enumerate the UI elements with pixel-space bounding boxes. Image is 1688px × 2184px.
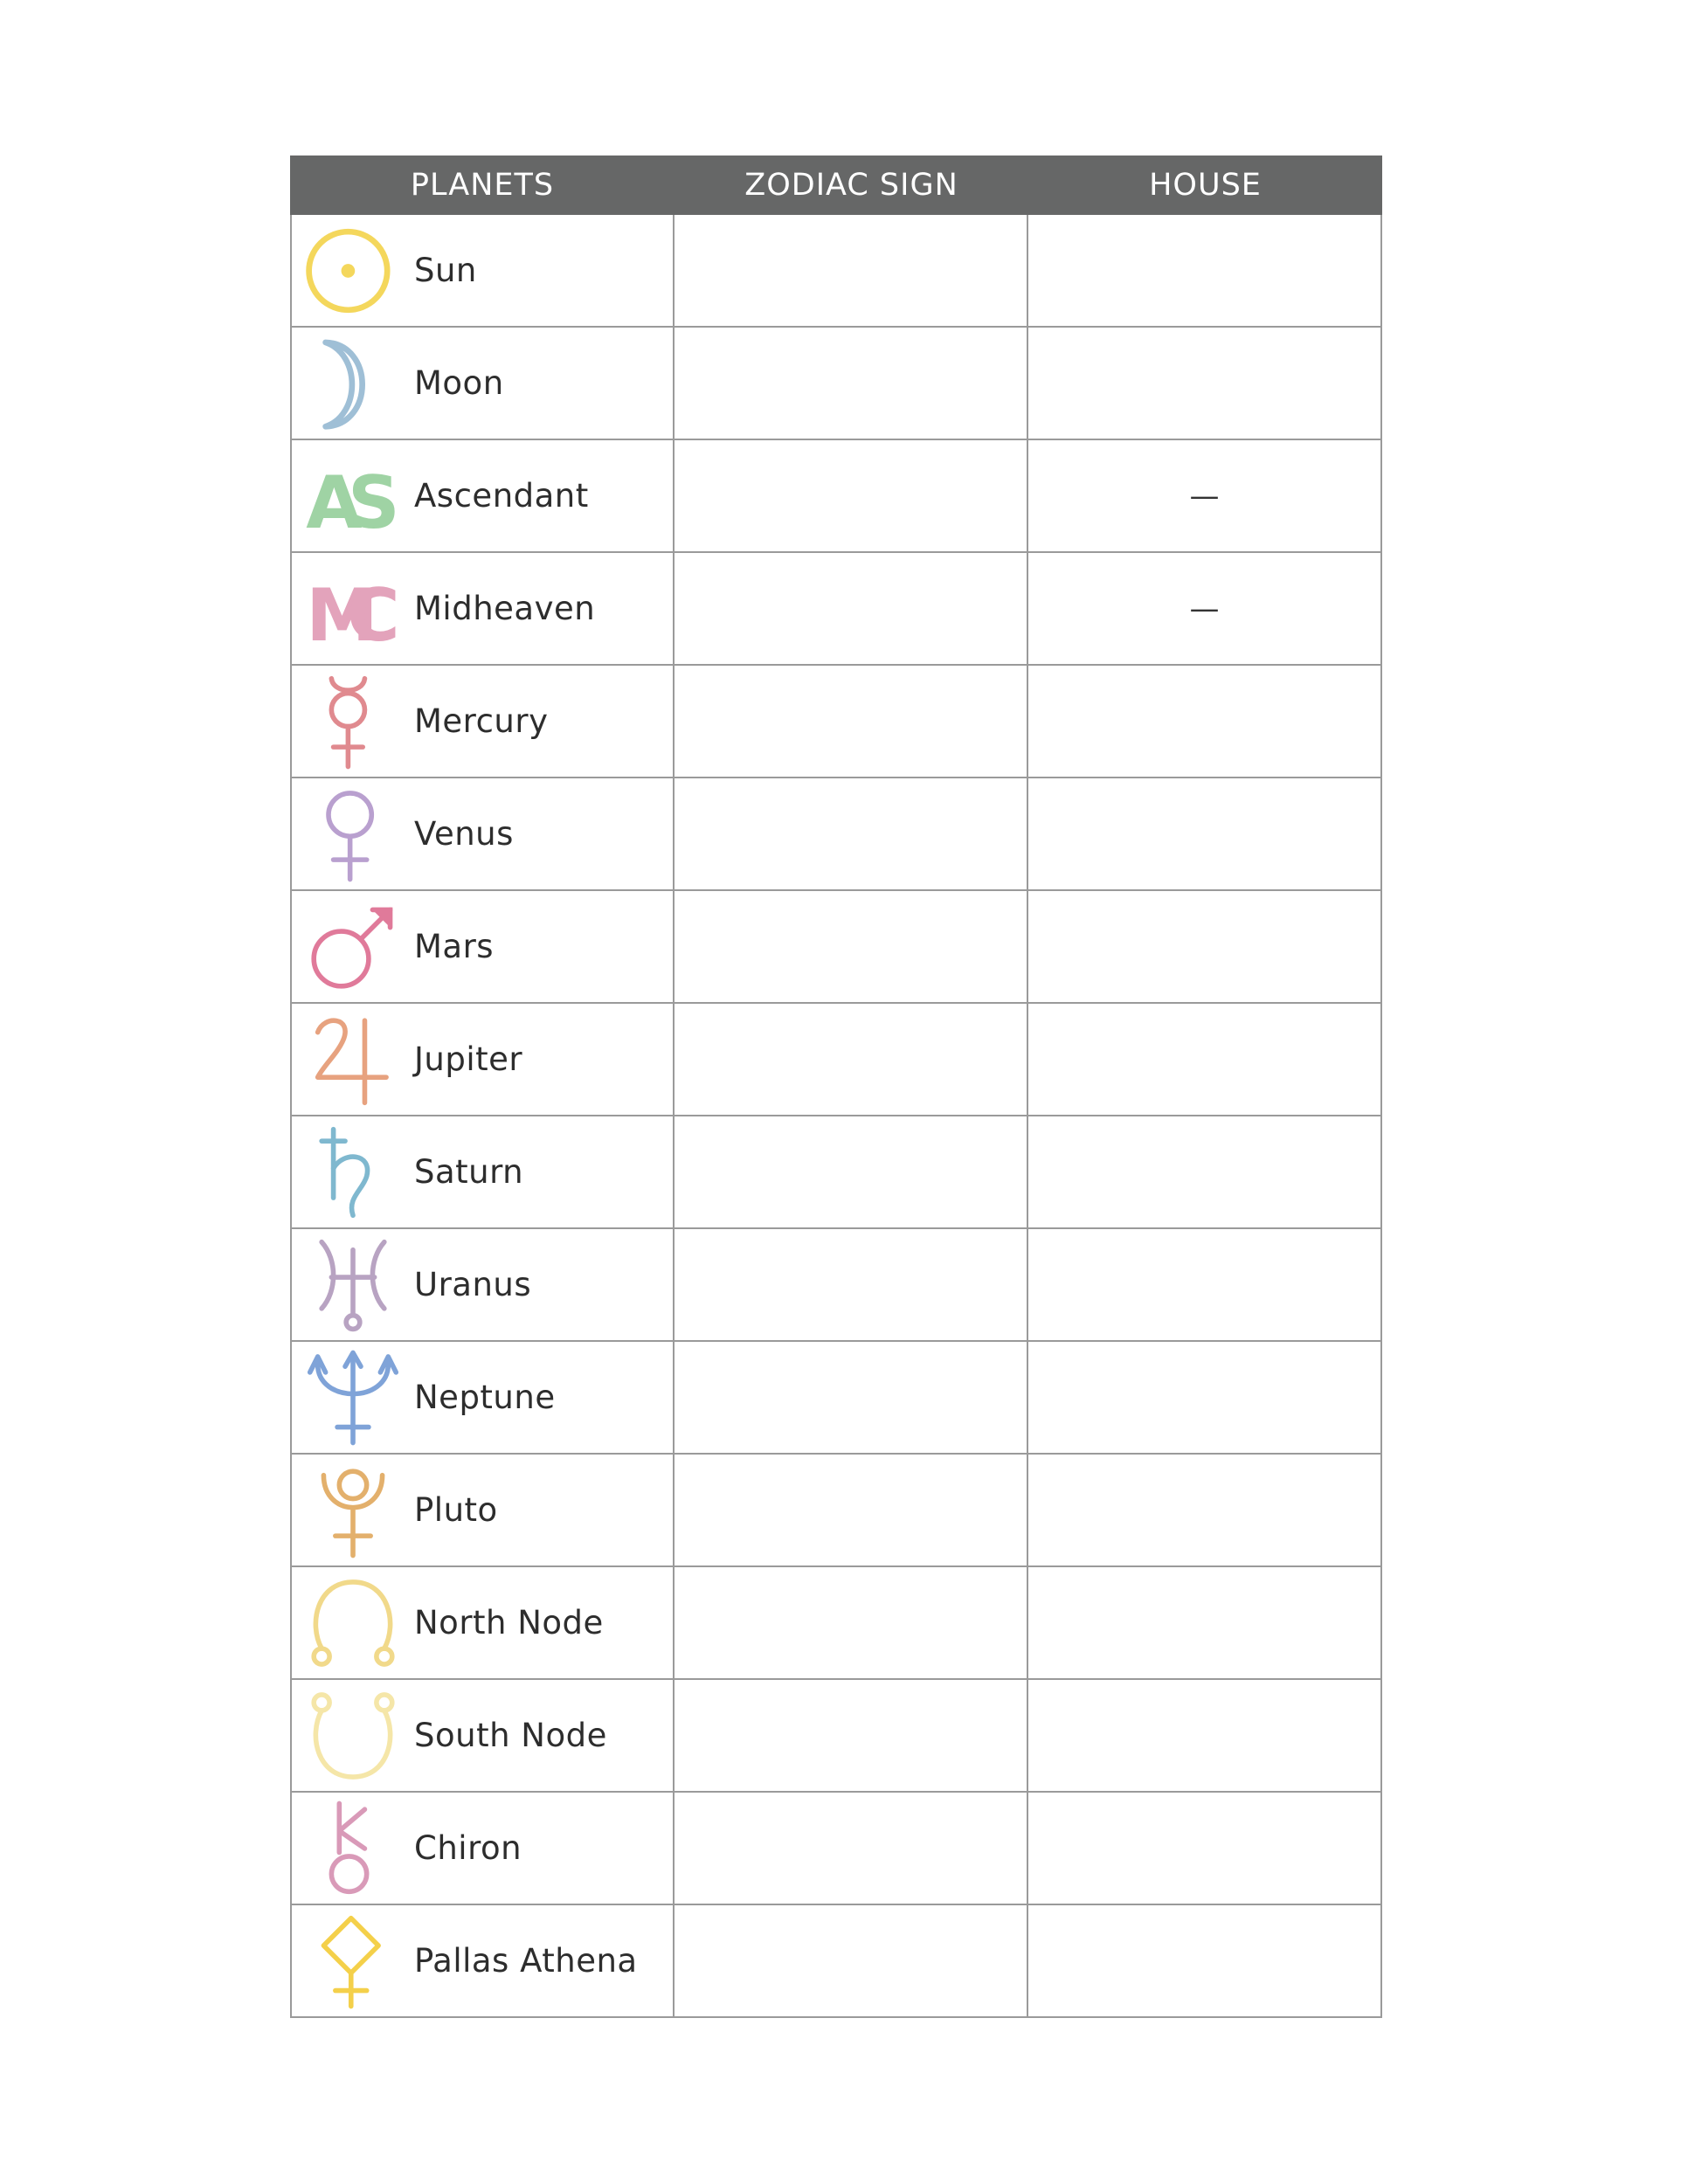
planet-cell bbox=[292, 1905, 675, 2016]
house-cell[interactable]: — bbox=[1189, 591, 1220, 626]
table-row bbox=[290, 1680, 1382, 1793]
zodiac-sign-cell[interactable] bbox=[675, 1004, 1028, 1115]
house-cell[interactable] bbox=[1028, 1004, 1380, 1115]
venus-icon bbox=[304, 785, 402, 883]
house-cell[interactable] bbox=[1028, 1229, 1380, 1340]
table-row bbox=[290, 1455, 1382, 1567]
header-planets: PLANETS bbox=[410, 168, 555, 203]
saturn-icon bbox=[304, 1123, 402, 1221]
planet-cell bbox=[292, 1567, 675, 1678]
mercury-icon bbox=[304, 673, 402, 771]
zodiac-sign-cell[interactable] bbox=[675, 215, 1028, 326]
table-row bbox=[290, 1905, 1382, 2018]
header-zodiac-sign: ZODIAC SIGN bbox=[744, 168, 958, 203]
planet-name: Jupiter bbox=[414, 1040, 523, 1078]
planet-cell bbox=[292, 553, 675, 664]
planet-name: Mercury bbox=[414, 702, 549, 740]
ascendant-icon bbox=[304, 447, 402, 545]
house-cell[interactable]: — bbox=[1189, 478, 1220, 514]
table-row bbox=[290, 891, 1382, 1004]
pluto-icon bbox=[304, 1462, 402, 1559]
house-cell[interactable] bbox=[1028, 215, 1380, 326]
planet-cell bbox=[292, 215, 675, 326]
planet-cell bbox=[292, 1793, 675, 1904]
uranus-icon bbox=[304, 1236, 402, 1334]
house-cell[interactable] bbox=[1028, 328, 1380, 439]
zodiac-sign-cell[interactable] bbox=[675, 1229, 1028, 1340]
table-header bbox=[290, 156, 1382, 215]
table-row bbox=[290, 440, 1382, 553]
planet-cell bbox=[292, 328, 675, 439]
house-cell[interactable] bbox=[1028, 1793, 1380, 1904]
midheaven-icon bbox=[304, 560, 402, 658]
planet-cell bbox=[292, 1455, 675, 1565]
planet-name: Moon bbox=[414, 364, 504, 402]
house-cell[interactable] bbox=[1028, 1567, 1380, 1678]
zodiac-sign-cell[interactable] bbox=[675, 778, 1028, 889]
planet-cell bbox=[292, 1680, 675, 1791]
house-cell[interactable] bbox=[1028, 1116, 1380, 1227]
table-row bbox=[290, 215, 1382, 328]
table-row bbox=[290, 778, 1382, 891]
planet-cell bbox=[292, 1004, 675, 1115]
zodiac-sign-cell[interactable] bbox=[675, 1680, 1028, 1791]
mars-icon bbox=[304, 898, 402, 996]
house-cell[interactable] bbox=[1028, 1342, 1380, 1453]
moon-icon bbox=[304, 335, 402, 432]
svg-text:AS: AS bbox=[306, 460, 400, 545]
sun-icon bbox=[304, 222, 402, 320]
svg-text:MC: MC bbox=[306, 572, 400, 658]
pallas-athena-icon bbox=[304, 1912, 402, 2010]
table-row bbox=[290, 666, 1382, 778]
zodiac-sign-cell[interactable] bbox=[675, 328, 1028, 439]
house-cell[interactable] bbox=[1028, 891, 1380, 1002]
table-row bbox=[290, 553, 1382, 666]
zodiac-sign-cell[interactable] bbox=[675, 1793, 1028, 1904]
house-cell[interactable] bbox=[1028, 666, 1380, 777]
house-cell[interactable] bbox=[1028, 778, 1380, 889]
planet-cell bbox=[292, 1116, 675, 1227]
zodiac-sign-cell[interactable] bbox=[675, 1342, 1028, 1453]
planet-name: Sun bbox=[414, 252, 477, 289]
planet-name: South Node bbox=[414, 1717, 607, 1754]
zodiac-sign-cell[interactable] bbox=[675, 1455, 1028, 1565]
house-cell[interactable] bbox=[1028, 1455, 1380, 1565]
planet-name: Chiron bbox=[414, 1829, 522, 1867]
table-row bbox=[290, 1116, 1382, 1229]
zodiac-sign-cell[interactable] bbox=[675, 1116, 1028, 1227]
north-node-icon bbox=[304, 1574, 402, 1672]
planet-cell bbox=[292, 891, 675, 1002]
planet-name: Midheaven bbox=[414, 590, 596, 627]
zodiac-sign-cell[interactable] bbox=[675, 666, 1028, 777]
house-cell[interactable] bbox=[1028, 1680, 1380, 1791]
planet-name: Venus bbox=[414, 815, 514, 853]
planet-cell bbox=[292, 1342, 675, 1453]
planet-cell bbox=[292, 1229, 675, 1340]
table-row bbox=[290, 1793, 1382, 1905]
planet-name: Mars bbox=[414, 928, 495, 965]
planet-cell bbox=[292, 440, 675, 551]
table-row bbox=[290, 1342, 1382, 1455]
natal-chart-table bbox=[290, 156, 1382, 2018]
header-house: HOUSE bbox=[1149, 168, 1262, 203]
zodiac-sign-cell[interactable] bbox=[675, 1567, 1028, 1678]
planet-name: Ascendant bbox=[414, 477, 589, 515]
table-row bbox=[290, 1567, 1382, 1680]
planet-cell bbox=[292, 666, 675, 777]
planet-name: Saturn bbox=[414, 1153, 524, 1191]
planet-name: Uranus bbox=[414, 1266, 532, 1303]
south-node-icon bbox=[304, 1687, 402, 1785]
planet-name: Pallas Athena bbox=[414, 1942, 638, 1980]
chiron-icon bbox=[304, 1800, 402, 1897]
zodiac-sign-cell[interactable] bbox=[675, 891, 1028, 1002]
planet-cell bbox=[292, 778, 675, 889]
planet-name: North Node bbox=[414, 1604, 604, 1641]
zodiac-sign-cell[interactable] bbox=[675, 553, 1028, 664]
jupiter-icon bbox=[304, 1011, 402, 1109]
zodiac-sign-cell[interactable] bbox=[675, 440, 1028, 551]
table-row bbox=[290, 1004, 1382, 1116]
neptune-icon bbox=[304, 1349, 402, 1447]
house-cell[interactable] bbox=[1028, 1905, 1380, 2016]
zodiac-sign-cell[interactable] bbox=[675, 1905, 1028, 2016]
planet-name: Pluto bbox=[414, 1491, 498, 1529]
table-row bbox=[290, 328, 1382, 440]
planet-name: Neptune bbox=[414, 1379, 556, 1416]
table-row bbox=[290, 1229, 1382, 1342]
